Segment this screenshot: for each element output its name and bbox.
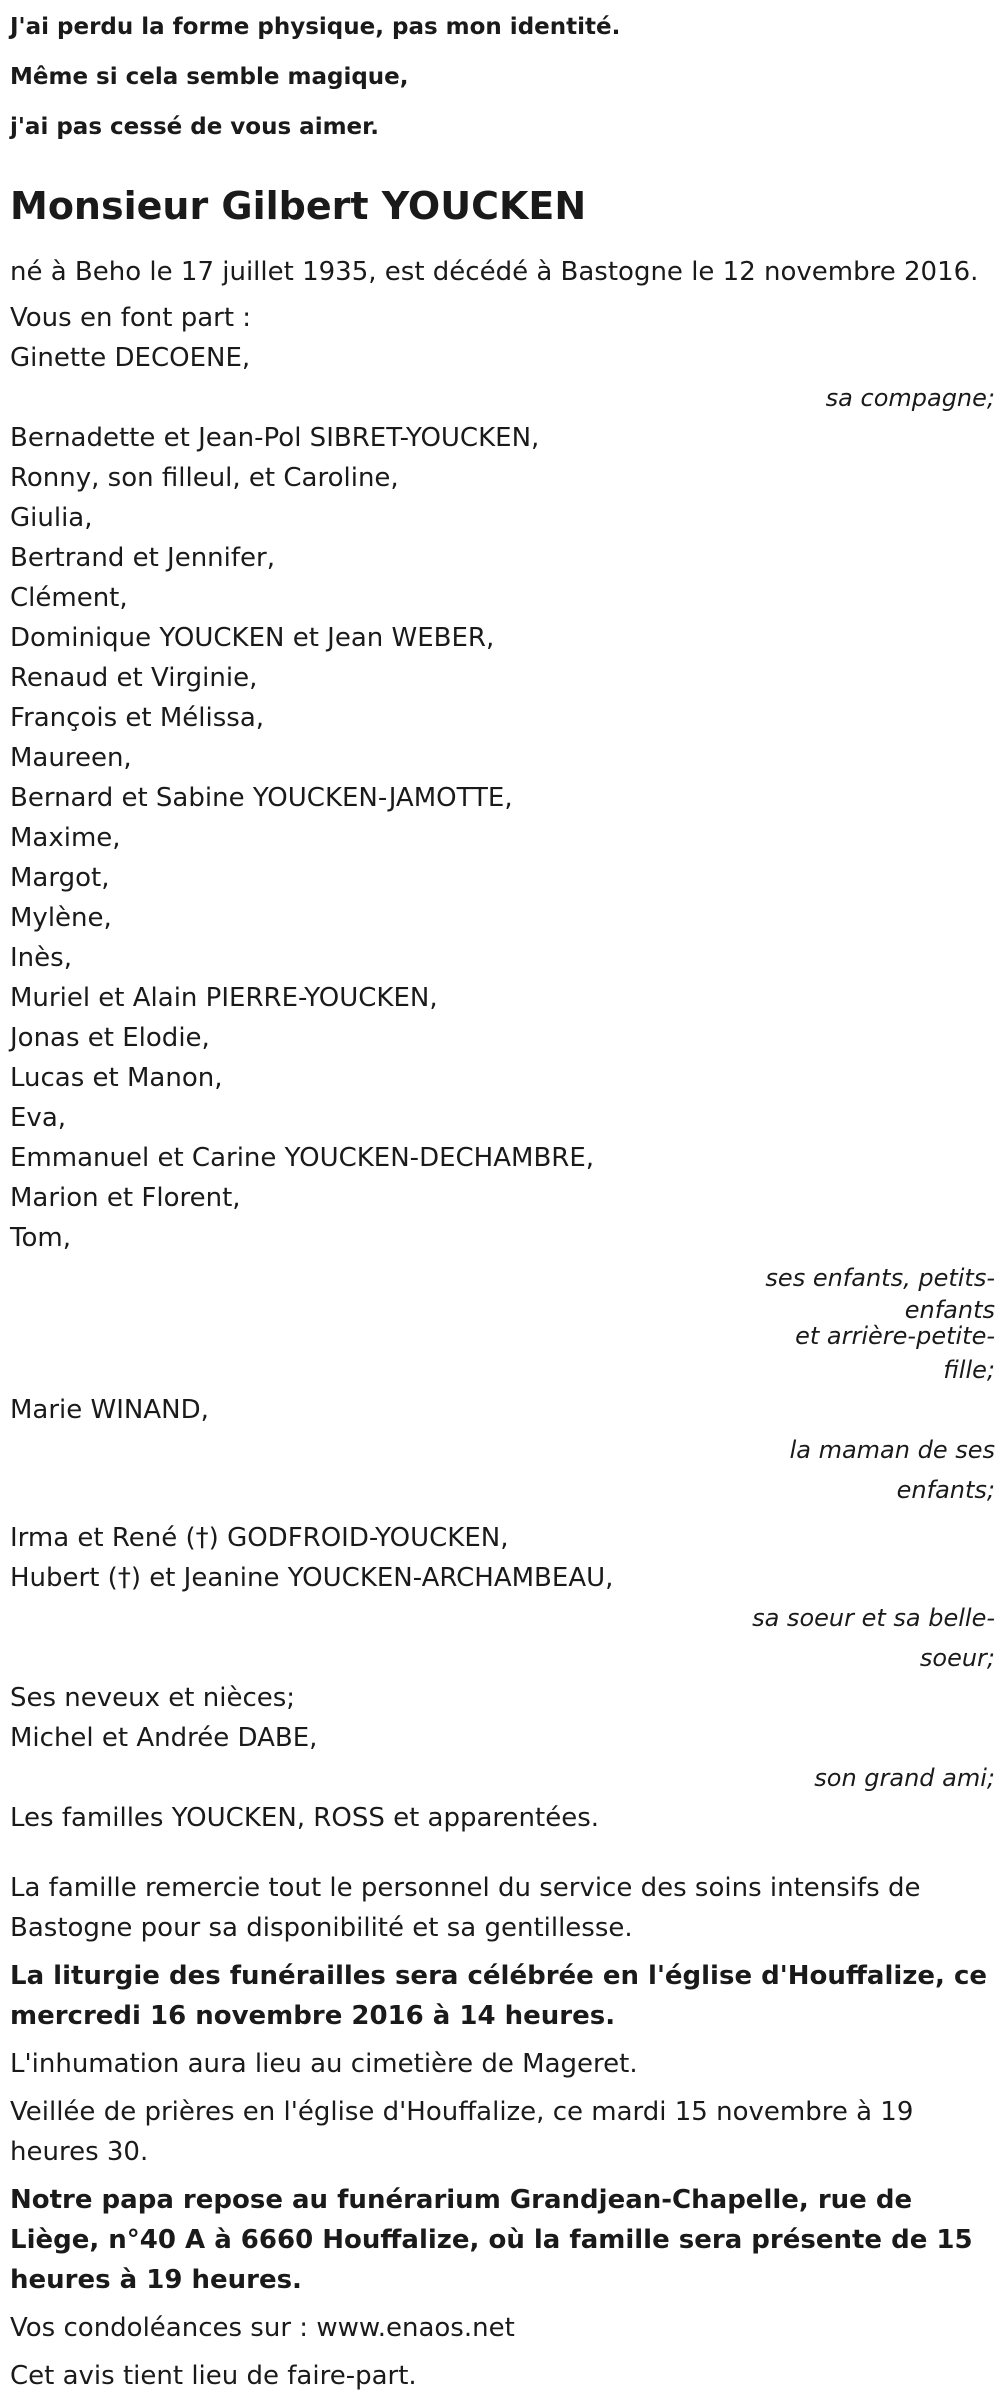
relation-text: son grand ami; — [814, 1764, 995, 1792]
family-name: Lucas et Manon, — [10, 1063, 223, 1093]
relation-text: enfants; — [896, 1476, 995, 1504]
relation-text: enfants — [904, 1296, 995, 1324]
family-name: Margot, — [10, 863, 110, 893]
family-name: Jonas et Elodie, — [10, 1023, 210, 1053]
thanks-text: La famille remercie tout le personnel du service des soins intensifs de Bastogne pour sa disponibilité et sa gentillesse. — [10, 1873, 921, 1943]
poem-line: J'ai perdu la forme physique, pas mon identité. — [10, 14, 621, 40]
relation-text: et arrière-petite- — [795, 1322, 995, 1350]
children-list — [10, 418, 1000, 1258]
burial-text: L'inhumation aura lieu au cimetière de Mageret. — [10, 2049, 638, 2079]
family-name: Marion et Florent, — [10, 1183, 241, 1213]
family-name: François et Mélissa, — [10, 703, 265, 733]
family-name: Renaud et Virginie, — [10, 663, 258, 693]
condolences-text: Vos condoléances sur : www.enaos.net — [10, 2313, 515, 2343]
relation-text: fille; — [943, 1356, 995, 1384]
family-name: Muriel et Alain PIERRE-YOUCKEN, — [10, 983, 438, 1013]
funeral-home-text: Notre papa repose au funérarium Grandjean-Chapelle, rue de Liège, n°40 A à 6660 Houffalize, où la famille sera présente de 15 heures à 19 heures. — [10, 2185, 973, 2295]
relation-text: ses enfants, petits- — [765, 1264, 995, 1292]
relation-text: la maman de ses — [789, 1436, 995, 1464]
family-name: Hubert (†) et Jeanine YOUCKEN-ARCHAMBEAU, — [10, 1563, 614, 1593]
family-name: Bernard et Sabine YOUCKEN-JAMOTTE, — [10, 783, 513, 813]
poem-line: j'ai pas cessé de vous aimer. — [10, 114, 379, 140]
family-name: Eva, — [10, 1103, 67, 1133]
notice-text: Cet avis tient lieu de faire-part. — [10, 2361, 417, 2391]
family-name: Inès, — [10, 943, 72, 973]
family-name: Bertrand et Jennifer, — [10, 543, 275, 573]
family-name: Clément, — [10, 583, 128, 613]
family-name: Michel et Andrée DABE, — [10, 1723, 318, 1753]
children-relation — [10, 1258, 1000, 1390]
poem-line: Même si cela semble magique, — [10, 64, 409, 90]
intro-text: Vous en font part : — [10, 303, 252, 333]
family-name: Maureen, — [10, 743, 132, 773]
family-name: Tom, — [10, 1223, 71, 1253]
vigil-text: Veillée de prières en l'église d'Houffalize, ce mardi 15 novembre à 19 heures 30. — [10, 2097, 914, 2167]
family-name: Giulia, — [10, 503, 93, 533]
family-name: Emmanuel et Carine YOUCKEN-DECHAMBRE, — [10, 1143, 595, 1173]
family-name: Irma et René (†) GODFROID-YOUCKEN, — [10, 1523, 509, 1553]
family-name: Ginette DECOENE, — [10, 343, 251, 373]
family-name: Ses neveux et nièces; — [10, 1683, 296, 1713]
relation-text: soeur; — [919, 1644, 995, 1672]
family-name: Marie WINAND, — [10, 1395, 209, 1425]
obituary-page — [0, 2, 1000, 2391]
families-text: Les familles YOUCKEN, ROSS et apparentées. — [10, 1803, 600, 1833]
birth-death-text: né à Beho le 17 juillet 1935, est décédé à Bastogne le 12 novembre 2016. — [10, 257, 979, 287]
poem — [10, 2, 1000, 152]
family-name: Ronny, son filleul, et Caroline, — [10, 463, 399, 493]
family-name: Maxime, — [10, 823, 121, 853]
family-name: Bernadette et Jean-Pol SIBRET-YOUCKEN, — [10, 423, 540, 453]
family-name: Dominique YOUCKEN et Jean WEBER, — [10, 623, 495, 653]
deceased-name: Monsieur Gilbert YOUCKEN — [10, 184, 587, 228]
relation-text: sa soeur et sa belle- — [752, 1604, 995, 1632]
family-name: Mylène, — [10, 903, 112, 933]
relation-text: sa compagne; — [825, 384, 995, 412]
liturgy-text: La liturgie des funérailles sera célébrée en l'église d'Houffalize, ce mercredi 16 novembre 2016 à 14 heures. — [10, 1961, 988, 2031]
